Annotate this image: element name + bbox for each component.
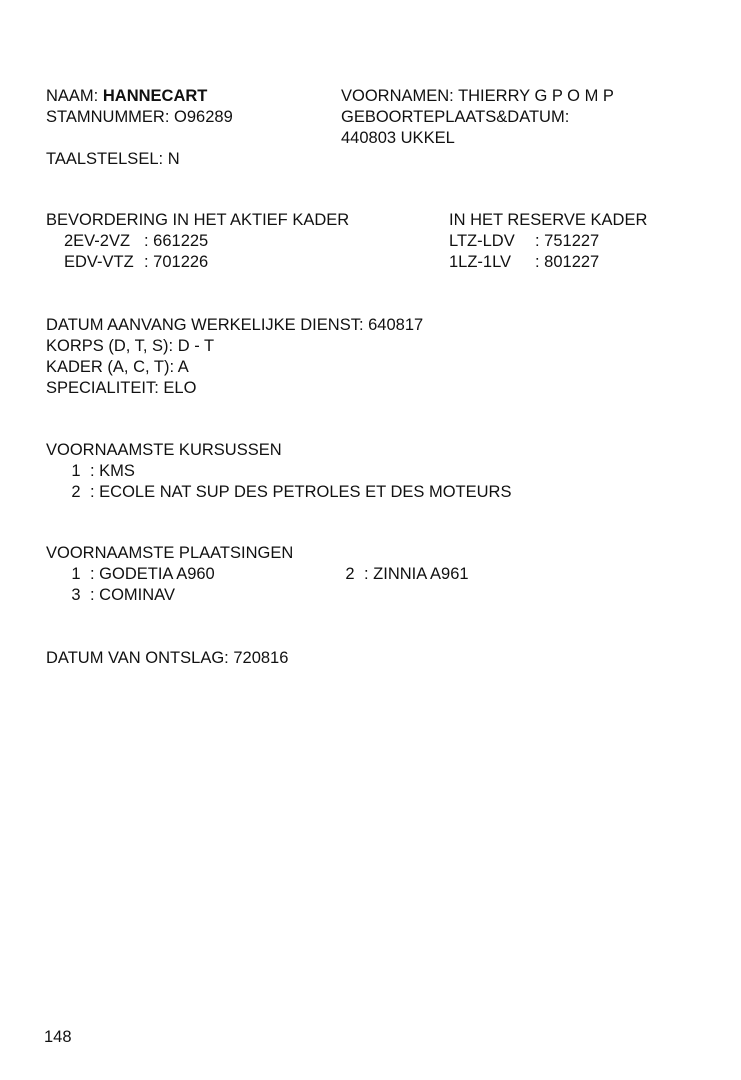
- active-grade: EDV-VTZ: [64, 253, 134, 271]
- reserve-date: : 751227: [535, 232, 600, 250]
- reserve-grade: LTZ-LDV: [449, 232, 515, 250]
- item-number: 2: [345, 565, 355, 583]
- korps-value: D - T: [177, 337, 215, 355]
- plaatsingen-title: VOORNAAMSTE PLAATSINGEN: [46, 544, 294, 562]
- item-text: : ECOLE NAT SUP DES PETROLES ET DES MOTEURS: [90, 483, 512, 501]
- list-item: [62, 585, 175, 606]
- item-text: : GODETIA A960: [90, 565, 215, 583]
- naam-line: [46, 86, 207, 107]
- stamnummer-line: [46, 107, 233, 128]
- ontslag-line: [46, 648, 288, 669]
- reserve-row: [449, 252, 599, 273]
- reserve-row: [449, 231, 599, 252]
- aanvang-value: 640817: [368, 316, 424, 334]
- kader-label: KADER (A, C, T):: [46, 358, 175, 376]
- taalstelsel-label: TAALSTELSEL:: [46, 150, 164, 168]
- aanvang-line: [46, 315, 423, 336]
- voornamen-label: VOORNAMEN:: [341, 87, 454, 105]
- korps-line: [46, 336, 214, 357]
- aanvang-label: DATUM AANVANG WERKELIJKE DIENST:: [46, 316, 364, 334]
- stamnummer-label: STAMNUMMER:: [46, 108, 170, 126]
- taalstelsel-line: [46, 149, 180, 170]
- taalstelsel-value: N: [167, 150, 180, 168]
- geboorte-label: GEBOORTEPLAATS&DATUM:: [341, 108, 570, 126]
- active-date: : 701226: [144, 253, 209, 271]
- voornamen-value: THIERRY G P O M P: [458, 87, 614, 105]
- stamnummer-value: O96289: [174, 108, 233, 126]
- active-row: [64, 231, 208, 252]
- kader-line: [46, 357, 189, 378]
- active-title: BEVORDERING IN HET AKTIEF KADER: [46, 211, 350, 229]
- active-row: [64, 252, 208, 273]
- item-text: : ZINNIA A961: [364, 565, 469, 583]
- item-number: 1: [71, 462, 81, 480]
- specialiteit-line: [46, 378, 196, 399]
- list-item: [62, 564, 215, 585]
- page-number: 148: [44, 1028, 72, 1046]
- geboorte-value: 440803 UKKEL: [341, 129, 455, 147]
- specialiteit-value: ELO: [163, 379, 197, 397]
- reserve-grade: 1LZ-1LV: [449, 253, 512, 271]
- voornamen-line: [341, 86, 614, 107]
- item-text: : KMS: [90, 462, 135, 480]
- naam-value: HANNECART: [102, 87, 208, 105]
- item-text: : COMINAV: [90, 586, 175, 604]
- ontslag-label: DATUM VAN ONTSLAG:: [46, 649, 229, 667]
- list-item: [62, 461, 135, 482]
- reserve-title: IN HET RESERVE KADER: [449, 211, 648, 229]
- korps-label: KORPS (D, T, S):: [46, 337, 174, 355]
- specialiteit-label: SPECIALITEIT:: [46, 379, 159, 397]
- reserve-date: : 801227: [535, 253, 600, 271]
- kursussen-title: VOORNAAMSTE KURSUSSEN: [46, 441, 282, 459]
- list-item: [336, 564, 469, 585]
- kader-value: A: [177, 358, 189, 376]
- active-date: : 661225: [144, 232, 209, 250]
- ontslag-value: 720816: [233, 649, 289, 667]
- item-number: 1: [71, 565, 81, 583]
- item-number: 2: [71, 483, 81, 501]
- naam-label: NAAM:: [46, 87, 99, 105]
- active-grade: 2EV-2VZ: [64, 232, 131, 250]
- list-item: [62, 482, 511, 503]
- item-number: 3: [71, 586, 81, 604]
